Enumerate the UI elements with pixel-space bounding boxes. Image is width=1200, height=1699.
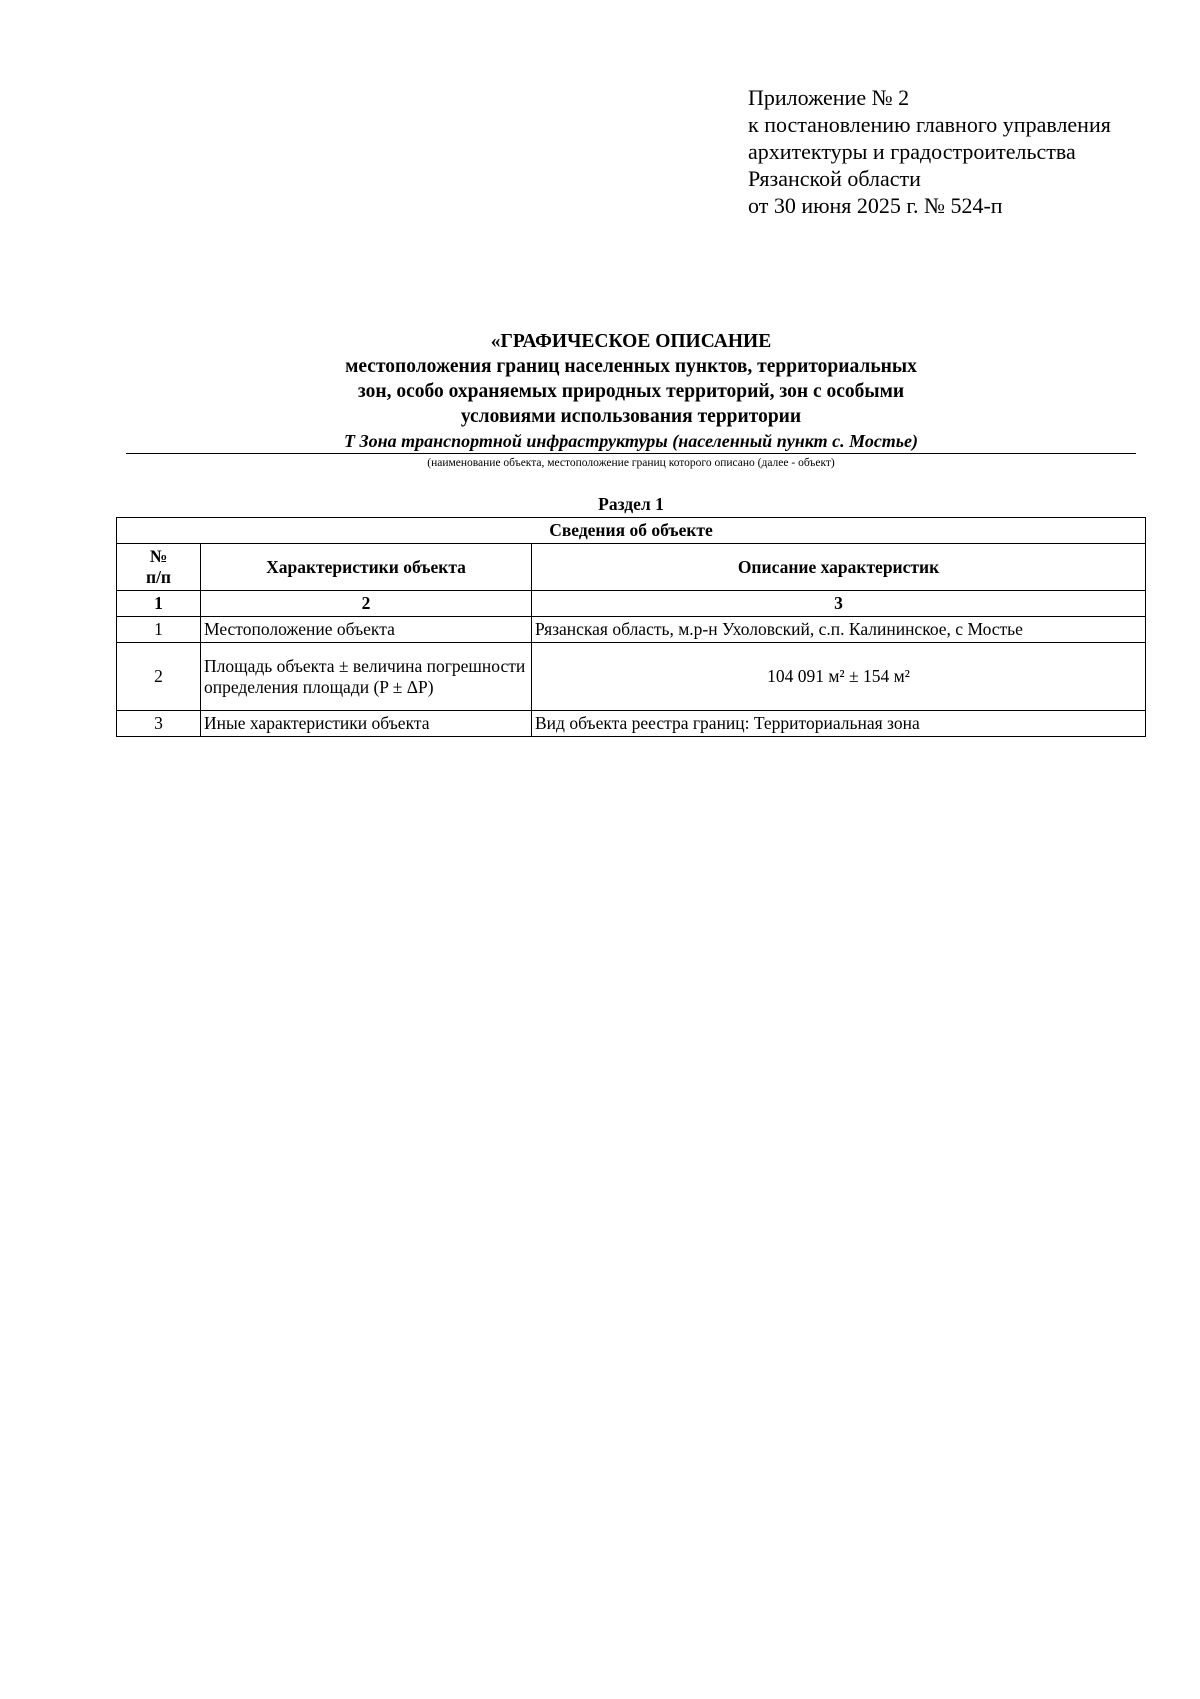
appendix-region-line: Рязанской области <box>748 166 921 191</box>
table-header-row <box>117 544 1146 591</box>
appendix-date-line: от 30 июня 2025 г. № 524-п <box>748 193 1003 218</box>
table-caption-row <box>117 518 1146 544</box>
document-title-block <box>126 329 1136 471</box>
table-row <box>117 643 1146 711</box>
row-characteristic: Местоположение объекта <box>201 617 532 643</box>
header-description: Описание характеристик <box>532 544 1146 591</box>
document-subtitle-line-3: условиями использования территории <box>460 406 802 427</box>
row-number: 2 <box>117 643 201 711</box>
row-characteristic: Иные характеристики объекта <box>201 711 532 737</box>
table-column-number-row <box>117 591 1146 617</box>
appendix-decree-line: к постановлению главного управления <box>748 112 1111 137</box>
row-number: 1 <box>117 617 201 643</box>
row-description: 104 091 м² ± 154 м² <box>532 643 1146 711</box>
table-row <box>117 617 1146 643</box>
row-characteristic: Площадь объекта ± величина погрешности определения площади (P ± ΔP) <box>201 643 532 711</box>
column-number-1: 1 <box>117 591 201 617</box>
header-number <box>117 544 201 591</box>
header-number-label: № п/п <box>145 546 172 587</box>
row-number: 3 <box>117 711 201 737</box>
column-number-2: 2 <box>201 591 532 617</box>
appendix-header <box>748 84 1111 219</box>
table-caption: Сведения об объекте <box>117 518 1146 544</box>
header-characteristic: Характеристики объекта <box>201 544 532 591</box>
object-name-caption: (наименование объекта, местоположение границ которого описано (далее - объект) <box>427 457 835 469</box>
row-description: Вид объекта реестра границ: Территориальная зона <box>532 711 1146 737</box>
table-row <box>117 711 1146 737</box>
row-description: Рязанская область, м.р-н Ухоловский, с.п. Калининское, с Мостье <box>532 617 1146 643</box>
document-subtitle-line-2: зон, особо охраняемых природных территорий, зон с особыми <box>357 381 905 402</box>
appendix-authority-line: архитектуры и градостроительства <box>748 139 1076 164</box>
section-title: Раздел 1 <box>598 494 664 514</box>
object-name: Т Зона транспортной инфраструктуры (населенный пункт с. Мостье) <box>343 431 919 451</box>
object-info-table <box>116 517 1146 737</box>
appendix-number: Приложение № 2 <box>748 85 910 110</box>
column-number-3: 3 <box>532 591 1146 617</box>
object-name-underline <box>126 453 1136 454</box>
document-title: «ГРАФИЧЕСКОЕ ОПИСАНИЕ <box>490 331 772 352</box>
document-subtitle-line-1: местоположения границ населенных пунктов, территориальных <box>345 356 917 377</box>
